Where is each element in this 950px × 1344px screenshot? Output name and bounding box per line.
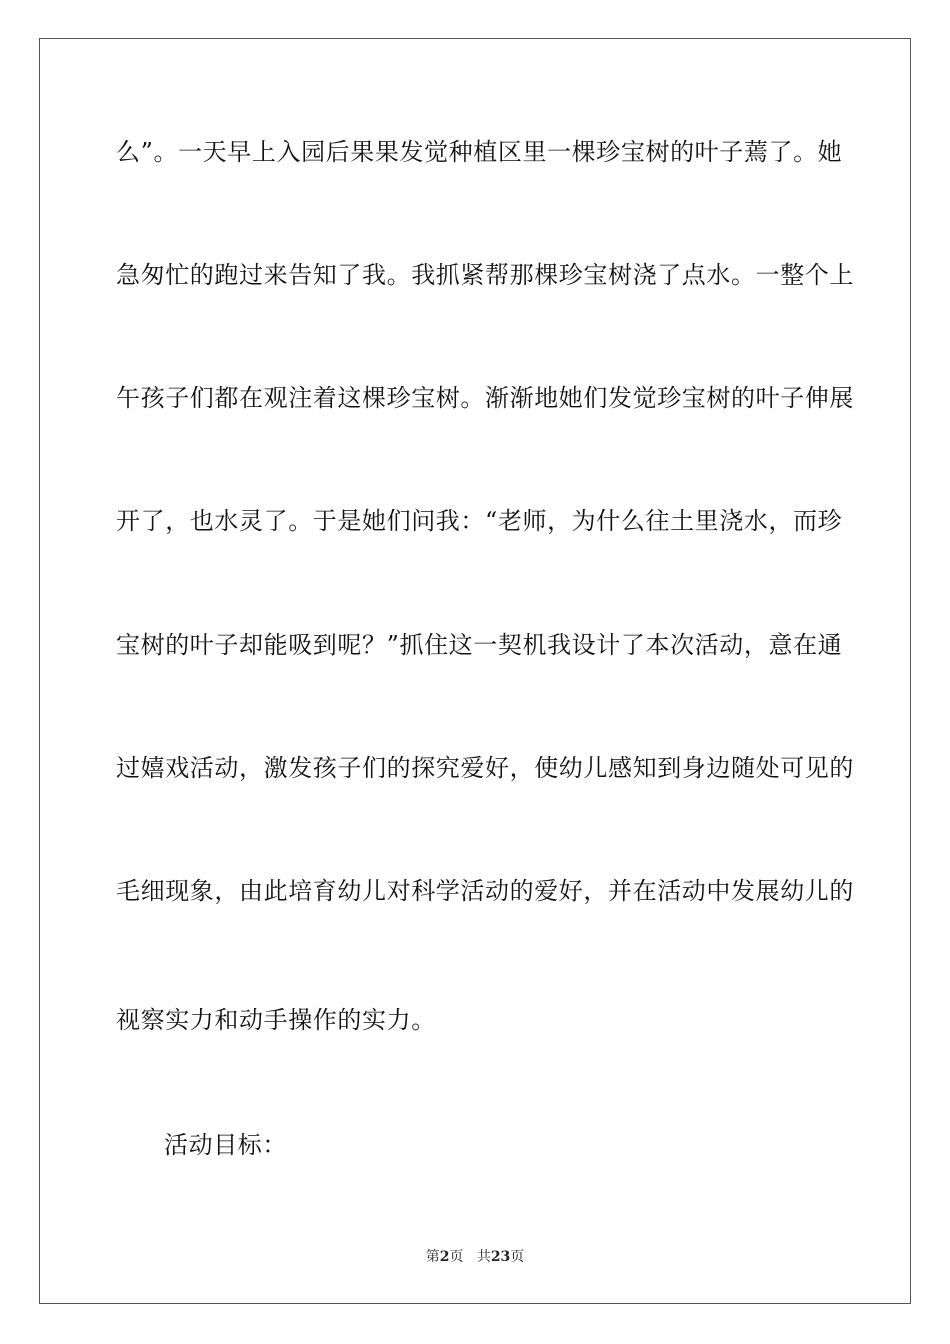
total-pages: 23 (490, 1249, 511, 1265)
page-footer (0, 1248, 950, 1266)
section-heading-objectives: 活动目标： (164, 1131, 287, 1159)
paragraph-line-3: 午孩子们都在观注着这棵珍宝树。渐渐地她们发觉珍宝树的叶子伸展 (116, 384, 854, 412)
paragraph-line-7: 毛细现象，由此培育幼儿对科学活动的爱好，并在活动中发展幼儿的 (116, 877, 854, 905)
paragraph-line-4: 开了，也水灵了。于是她们问我：“老师，为什么往土里浇水，而珍 (116, 507, 843, 535)
paragraph-line-6: 过嬉戏活动，激发孩子们的探究爱好，使幼儿感知到身边随处可见的 (116, 754, 854, 782)
total-suffix: 页 (510, 1249, 525, 1265)
page-border (39, 38, 911, 1304)
total-prefix: 共 (476, 1249, 491, 1265)
paragraph-line-8: 视察实力和动手操作的实力。 (116, 1006, 436, 1034)
page-number: 2 (439, 1249, 450, 1265)
paragraph-line-5: 宝树的叶子却能吸到呢？”抓住这一契机我设计了本次活动，意在通 (116, 631, 843, 659)
page-prefix: 第 (425, 1249, 440, 1265)
paragraph-line-1: 么”。一天早上入园后果果发觉种植区里一棵珍宝树的叶子蔫了。她 (116, 138, 843, 166)
paragraph-line-2: 急匆忙的跑过来告知了我。我抓紧帮那棵珍宝树浇了点水。一整个上 (116, 261, 854, 289)
page-suffix: 页 (449, 1249, 464, 1265)
